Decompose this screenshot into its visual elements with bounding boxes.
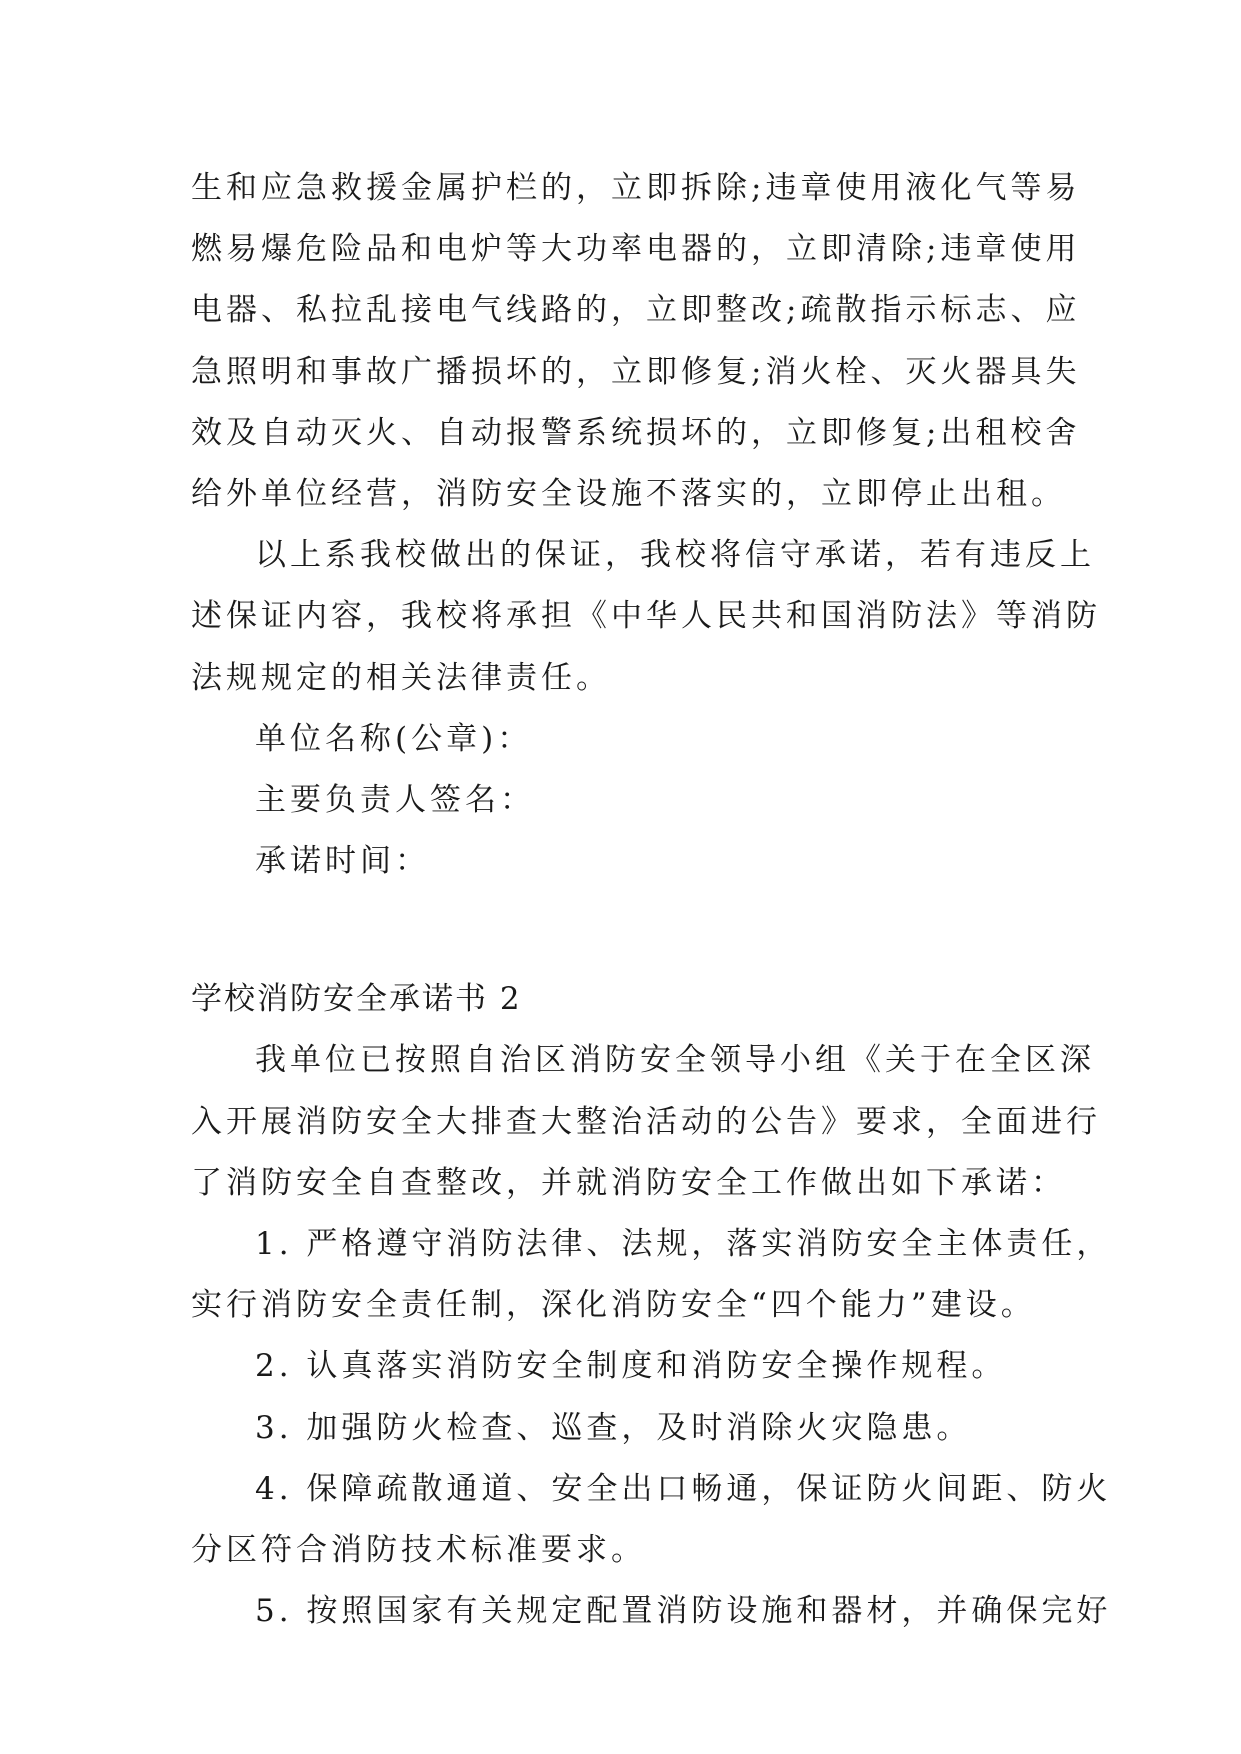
- section-spacer: [191, 892, 1061, 969]
- paragraph-line: 以上系我校做出的保证，我校将信守承诺，若有违反上: [255, 537, 1095, 574]
- paragraph-line: 生和应急救援金属护栏的，立即拆除;违章使用液化气等易: [191, 170, 1081, 206]
- list-item-1-continued: 实行消防安全责任制，深化消防安全“四个能力”建设。: [191, 1287, 1036, 1324]
- leader-signature-field: 主要负责人签名：: [255, 781, 535, 818]
- paragraph-line: 法规规定的相关法律责任。: [191, 659, 611, 696]
- paragraph-line: 电器、私拉乱接电气线路的，立即整改;疏散指示标志、应: [191, 292, 1081, 329]
- document-body: [191, 158, 1112, 1642]
- list-item-3: 3. 加强防火检查、巡查，及时消除火灾隐患。: [255, 1409, 972, 1446]
- list-item-4: 4. 保障疏散通道、安全出口畅通，保证防火间距、防火: [255, 1470, 1112, 1507]
- paragraph-line: 给外单位经营，消防安全设施不落实的，立即停止出租。: [191, 475, 1066, 512]
- paragraph-line: 效及自动灭火、自动报警系统损坏的，立即修复;出租校舍: [191, 414, 1081, 451]
- list-item-1: 1. 严格遵守消防法律、法规，落实消防安全主体责任，: [255, 1226, 1112, 1262]
- paragraph-line: 燃易爆危险品和电炉等大功率电器的，立即清除;违章使用: [191, 231, 1081, 268]
- paragraph-line: 了消防安全自查整改，并就消防安全工作做出如下承诺：: [191, 1164, 1066, 1201]
- commit-time-field: 承诺时间：: [255, 843, 430, 880]
- paragraph-line: 急照明和事故广播损坏的，立即修复;消火栓、灭火器具失: [191, 353, 1081, 390]
- paragraph-line: 入开展消防安全大排查大整治活动的公告》要求，全面进行: [191, 1103, 1101, 1140]
- list-item-5: 5. 按照国家有关规定配置消防设施和器材，并确保完好: [255, 1593, 1112, 1630]
- section-title: 学校消防安全承诺书 2: [191, 981, 522, 1018]
- list-item-2: 2. 认真落实消防安全制度和消防安全操作规程。: [255, 1348, 1007, 1385]
- paragraph-line: 述保证内容，我校将承担《中华人民共和国消防法》等消防: [191, 598, 1101, 635]
- unit-name-field: 单位名称(公章)：: [255, 720, 533, 757]
- paragraph-line: 我单位已按照自治区消防安全领导小组《关于在全区深: [255, 1042, 1095, 1079]
- list-item-4-continued: 分区符合消防技术标准要求。: [191, 1531, 646, 1568]
